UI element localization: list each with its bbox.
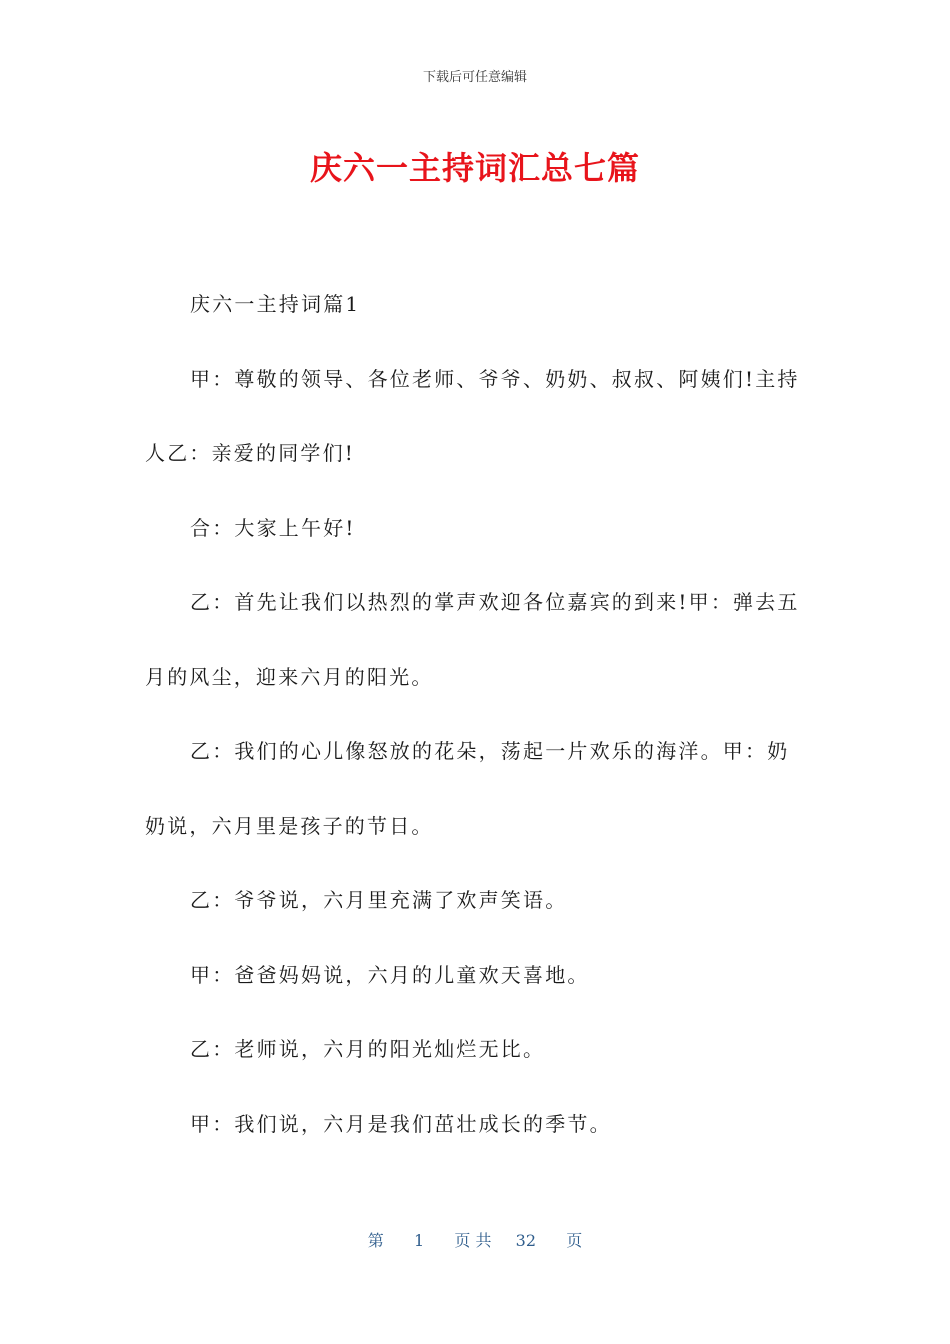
- paragraph: 乙：我们的心儿像怒放的花朵，荡起一片欢乐的海洋。甲：奶奶说，六月里是孩子的节日。: [145, 739, 790, 838]
- paragraph: 合：大家上午好!: [190, 515, 356, 540]
- section-heading: 庆六一主持词篇1: [190, 292, 361, 316]
- paragraph: 甲：爸爸妈妈说，六月的儿童欢天喜地。: [190, 962, 590, 987]
- footer-middle: 页 共: [454, 1231, 492, 1250]
- paragraph: 甲：我们说，六月是我们茁壮成长的季节。: [190, 1111, 612, 1136]
- footer-prefix: 第: [367, 1231, 384, 1250]
- paragraph: 甲：尊敬的领导、各位老师、爷爷、奶奶、叔叔、阿姨们!主持人乙：亲爱的同学们!: [145, 366, 800, 465]
- paragraph: 乙：首先让我们以热烈的掌声欢迎各位嘉宾的到来!甲：弹去五月的风尘，迎来六月的阳光。: [145, 590, 800, 689]
- footer-suffix: 页: [566, 1231, 583, 1250]
- document-title: 庆六一主持词汇总七篇: [309, 149, 640, 187]
- page-footer: [0, 1228, 950, 1251]
- paragraph: 乙：爷爷说，六月里充满了欢声笑语。: [190, 888, 568, 912]
- page-header: 下载后可任意编辑: [422, 70, 527, 85]
- total-pages-number: 32: [515, 1231, 536, 1250]
- paragraph: 乙：老师说，六月的阳光灿烂无比。: [190, 1037, 546, 1061]
- document-body: [145, 267, 810, 1161]
- current-page-number: 1: [413, 1231, 425, 1250]
